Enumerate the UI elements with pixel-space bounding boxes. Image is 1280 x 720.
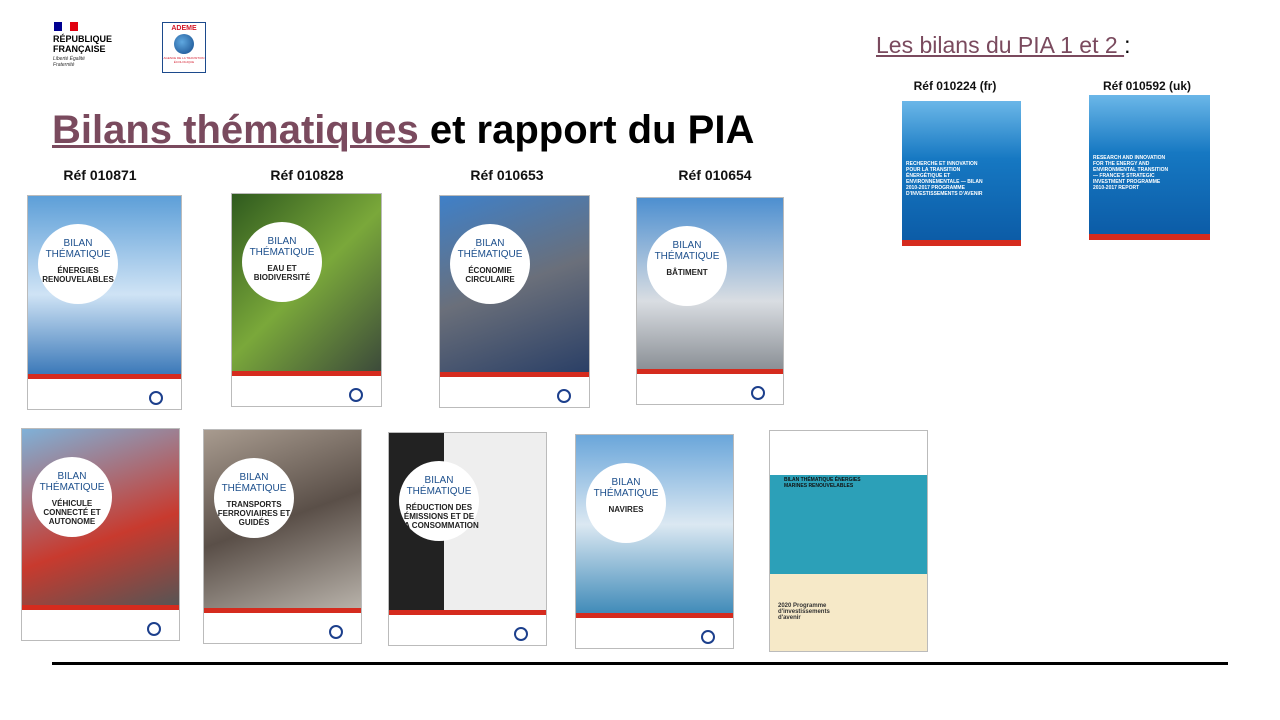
cover-badge [38,224,118,304]
ademe-logo [162,22,206,73]
cover-badge [32,457,112,537]
republic-motto: Liberté Égalité Fraternité [53,56,85,68]
cover-footer [576,618,733,648]
badge-label: BILAN THÉMATIQUE [457,238,523,260]
page-title [52,108,754,153]
cover-badge [647,226,727,306]
ademe-tagline: AGENCE DE LA TRANSITION ÉCOLOGIQUE [163,56,205,64]
republique-francaise-logo: RÉPUBLIQUE FRANÇAISE [53,34,113,54]
pia-reports-heading [876,32,1130,59]
cover-text: RESEARCH AND INNOVATION FOR THE ENERGY AND ENVIRONMENTAL TRANSITION — FRANCE'S STRATEGIC INVESTMENT PROGRAMME 2010-2017 REPORT [1093,155,1169,191]
cover-badge [399,461,479,541]
cover-year: 2020 Programme d'investissements d'avenir [778,603,830,621]
cover-band [902,240,1021,246]
pia-report-cover-uk[interactable] [1089,95,1210,240]
cover-subject: NAVIRES [608,505,644,514]
cover-subject: VÉHICULE CONNECTÉ ET AUTONOME [43,499,101,526]
thematic-report-cover[interactable] [27,195,182,410]
badge-label: BILAN THÉMATIQUE [654,240,720,262]
badge-label: BILAN THÉMATIQUE [221,472,287,494]
cover-footer [28,379,181,409]
cover-footer [22,610,179,640]
cover-subject: ÉNERGIES RENOUVELABLES [42,266,114,284]
ref-label: Réf 010653 [470,167,544,183]
thematic-report-cover[interactable] [769,430,928,652]
thematic-report-cover[interactable] [231,193,382,407]
grand-plan-logo-icon [349,388,363,402]
grand-plan-logo-icon [514,627,528,641]
badge-label: BILAN THÉMATIQUE [39,471,105,493]
cover-footer [637,374,783,404]
badge-label: BILAN THÉMATIQUE [45,238,111,260]
thematic-report-cover[interactable] [439,195,590,408]
thematic-report-cover[interactable] [388,432,547,646]
cover-subject: RÉDUCTION DES ÉMISSIONS ET DE LA CONSOMMATION [399,503,479,530]
title-rest: et rapport du PIA [429,108,755,152]
divider-line [52,662,1228,665]
pia-reports-link[interactable]: Les bilans du PIA 1 et 2 [876,32,1125,58]
cover-text: RECHERCHE ET INNOVATION POUR LA TRANSITION ÉNERGÉTIQUE ET ENVIRONNEMENTALE — BILAN 2010-2017 PROGRAMME D'INVESTISSEMENTS D'AVENIR [906,161,983,197]
grand-plan-logo-icon [149,391,163,405]
thematic-report-cover[interactable] [575,434,734,649]
thematic-report-cover[interactable] [21,428,180,641]
french-flag-icon [54,22,78,31]
grand-plan-logo-icon [329,625,343,639]
cover-band [1089,234,1210,240]
cover-footer [440,377,589,407]
ademe-logo-text: ADEME [171,25,197,32]
badge-label: BILAN THÉMATIQUE [593,477,659,499]
cover-footer [232,376,381,406]
badge-label: BILAN THÉMATIQUE [406,475,472,497]
colon: : [1124,32,1131,58]
grand-plan-logo-icon [557,389,571,403]
pia-ref-fr: Réf 010224 (fr) [913,79,997,93]
grand-plan-logo-icon [147,622,161,636]
badge-label: BILAN THÉMATIQUE [249,236,315,258]
ref-label: Réf 010828 [270,167,344,183]
globe-icon [174,34,194,54]
thematic-report-cover[interactable] [203,429,362,644]
cover-subject: EAU ET BIODIVERSITÉ [253,264,311,282]
cover-badge [586,463,666,543]
title-link[interactable]: Bilans thématiques [52,108,430,152]
grand-plan-logo-icon [701,630,715,644]
pia-report-cover-fr[interactable] [902,101,1021,246]
ref-label: Réf 010654 [678,167,752,183]
cover-badge [214,458,294,538]
thematic-report-cover[interactable] [636,197,784,405]
cover-subject: BÂTIMENT [666,268,708,277]
grand-plan-logo-icon [751,386,765,400]
cover-subject: ÉCONOMIE CIRCULAIRE [465,266,515,284]
pia-ref-uk: Réf 010592 (uk) [1102,79,1192,93]
cover-footer [204,613,361,643]
cover-badge [450,224,530,304]
cover-subject: TRANSPORTS FERROVIAIRES ET GUIDÉS [217,500,291,527]
cover-badge [242,222,322,302]
cover-subject: BILAN THÉMATIQUE ÉNERGIES MARINES RENOUVELABLES [784,477,861,489]
ref-label: Réf 010871 [63,167,137,183]
cover-footer [389,615,546,645]
